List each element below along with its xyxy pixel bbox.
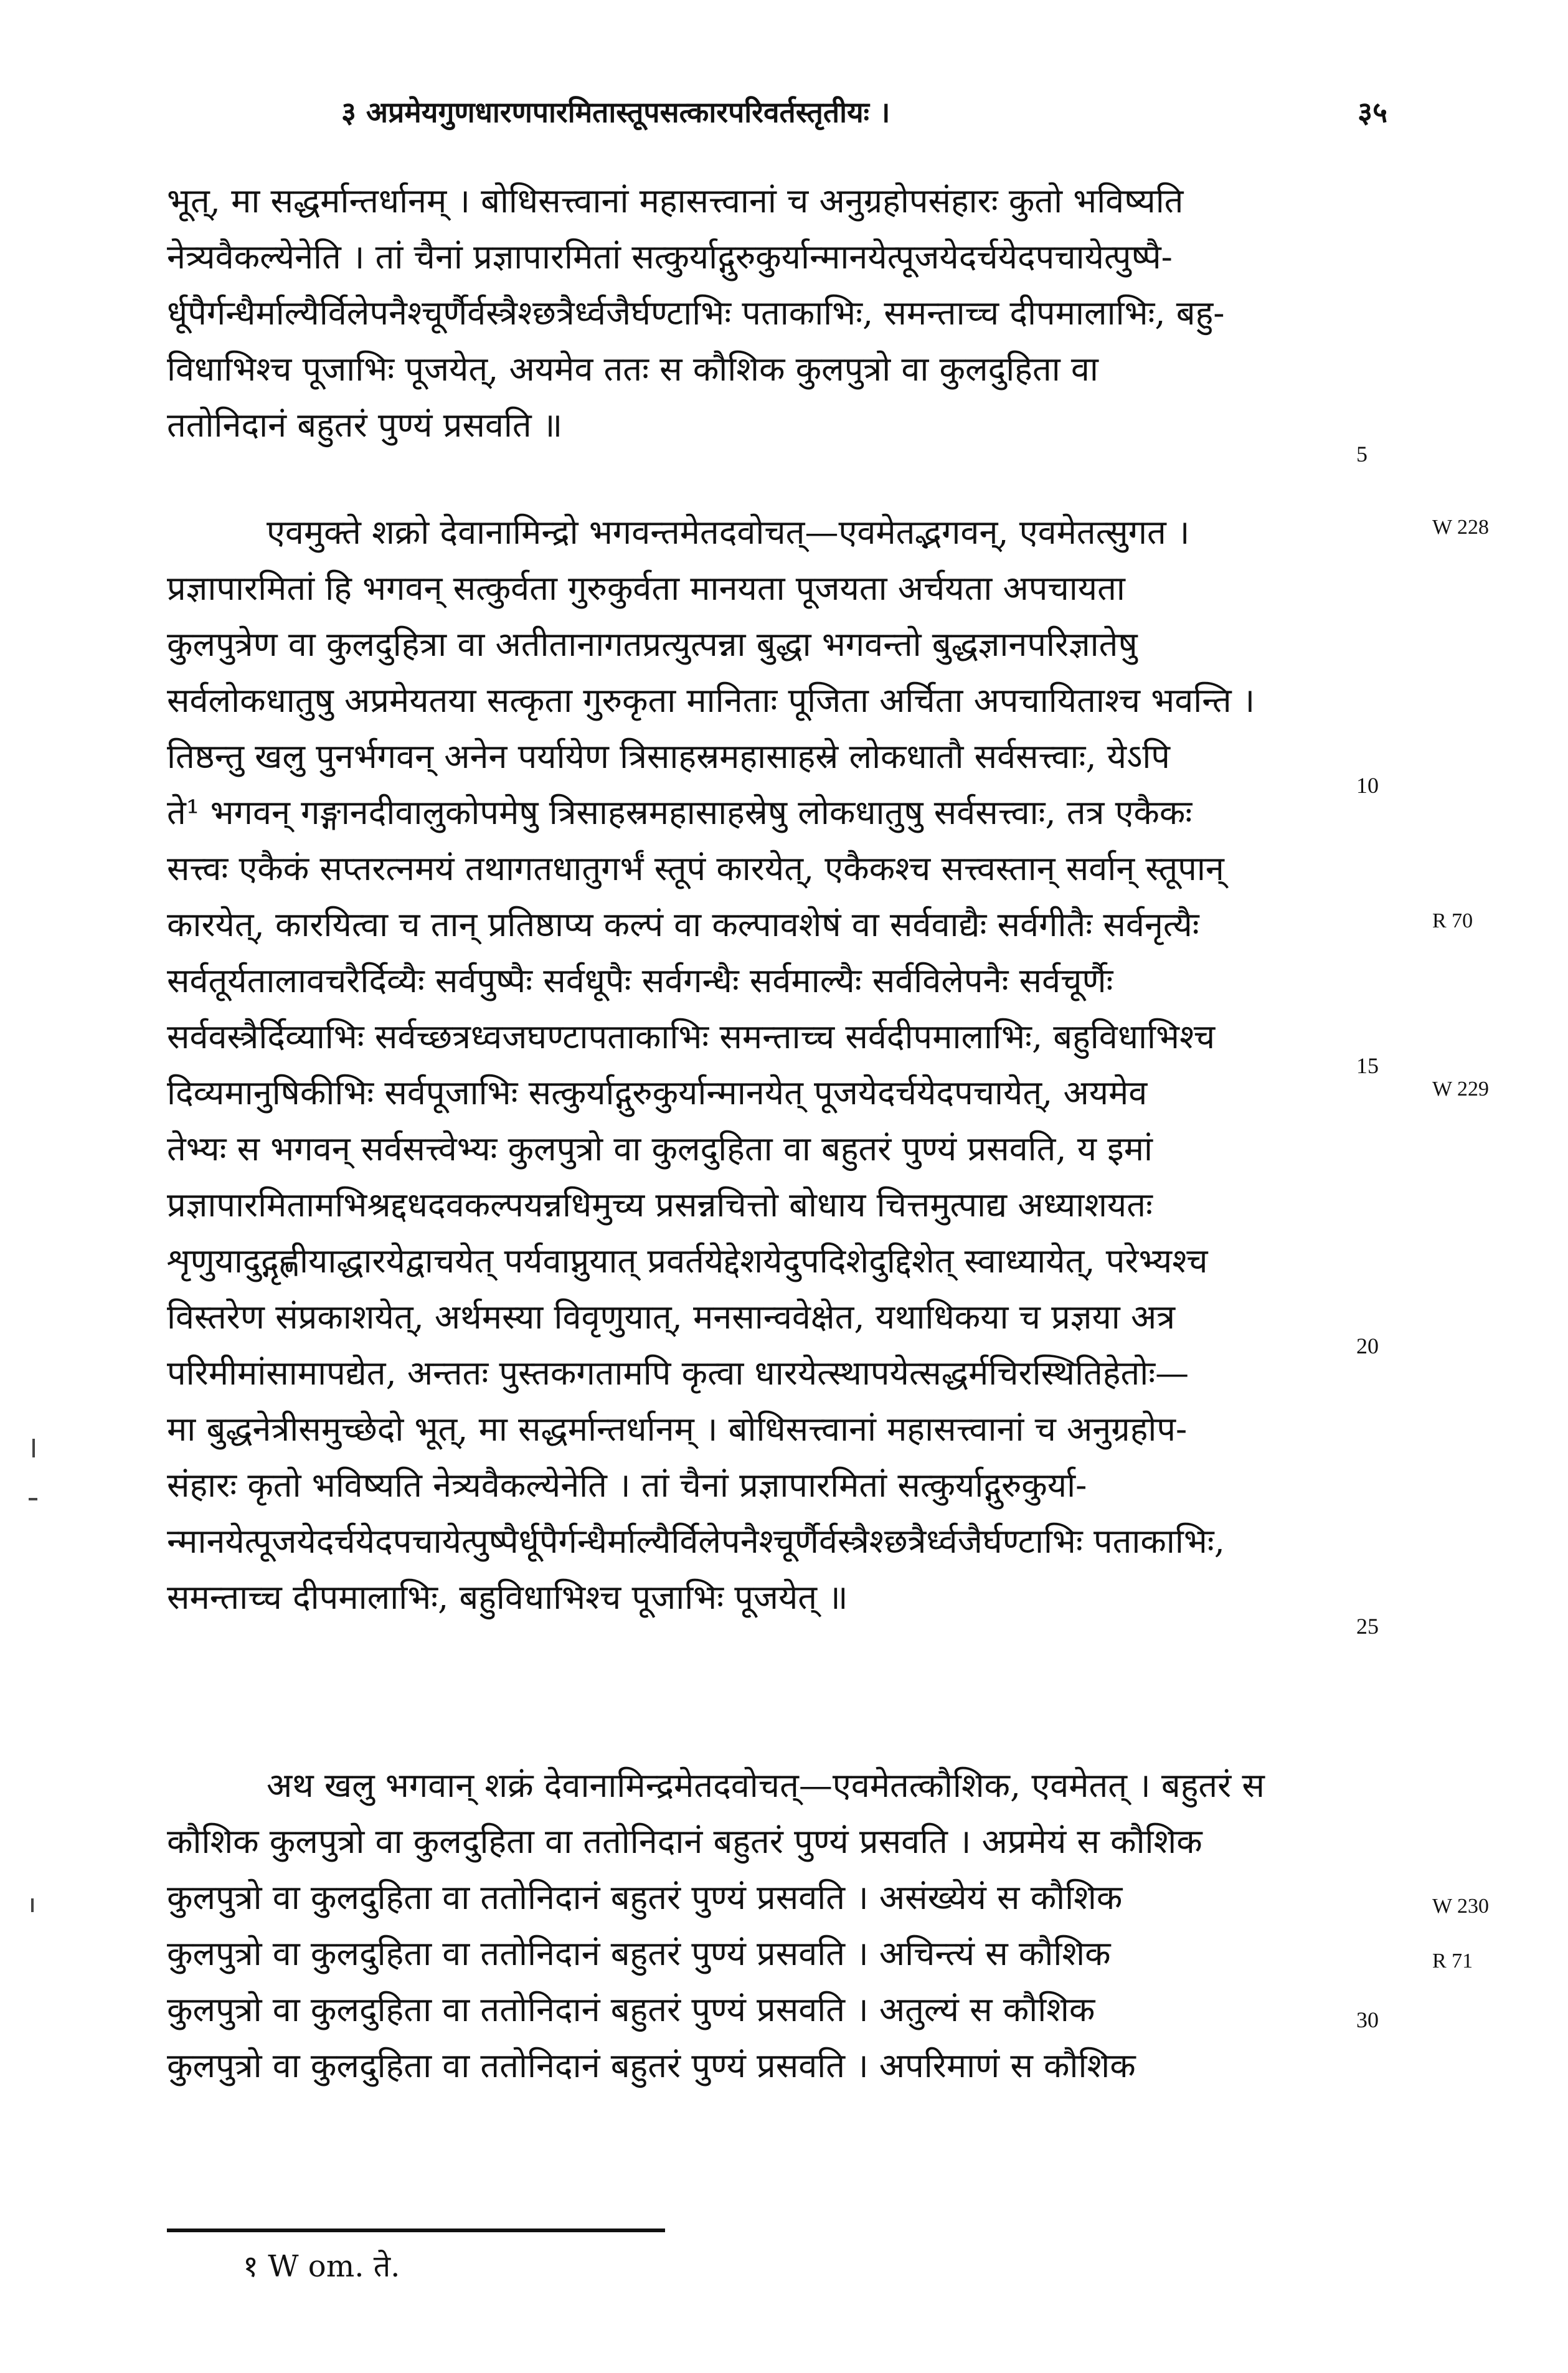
margin-reference: W 228 <box>1432 516 1489 539</box>
line-number: 15 <box>1356 1053 1379 1078</box>
chapter-title: ३ अप्रमेयगुणधारणपारमितास्तूपसत्कारपरिवर्तस्तृतीयः । <box>341 95 890 129</box>
line-number: 25 <box>1356 1614 1379 1639</box>
text-line: न्मानयेत्पूजयेदर्चयेदपचायेत्पुष्पैर्धूपैर्गन्धैर्माल्यैर्विलेपनैश्चूर्णैर्वस्त्रैश्छत्रैर्ध्वजैर्घण्टाभिः पताकाभिः, <box>167 1522 1225 1561</box>
scan-speck <box>31 1898 34 1912</box>
text-line: प्रज्ञापारमितां हि भगवन् सत्कुर्वता गुरुकुर्वता मानयता पूजयता अर्चयता अपचायता <box>167 569 1125 608</box>
text-line: र्धूपैर्गन्धैर्माल्यैर्विलेपनैश्चूर्णैर्वस्त्रैश्छत्रैर्ध्वजैर्घण्टाभिः पताकाभिः, समन्ताच्च दीपमालाभिः, बहु- <box>167 293 1225 333</box>
margin-reference: W 230 <box>1432 1895 1489 1918</box>
text-line: भूत्, मा सद्धर्मान्तर्धानम् । बोधिसत्त्वानां महासत्त्वानां च अनुग्रहोपसंहारः कुतो भविष्यति <box>167 181 1184 220</box>
text-line: कुलपुत्रो वा कुलदुहिता वा ततोनिदानं बहुतरं पुण्यं प्रसवति । असंख्येयं स कौशिक <box>167 1878 1123 1917</box>
text-line: कुलपुत्रो वा कुलदुहिता वा ततोनिदानं बहुतरं पुण्यं प्रसवति । अचिन्त्यं स कौशिक <box>167 1934 1111 1973</box>
text-line: ते¹ भगवन् गङ्गानदीवालुकोपमेषु त्रिसाहस्रमहासाहस्रेषु लोकधातुषु सर्वसत्त्वाः, तत्र एकैकः <box>167 793 1193 832</box>
footnote-rule <box>167 2229 665 2232</box>
margin-reference: R 71 <box>1432 1949 1473 1973</box>
scan-speck <box>29 1498 37 1500</box>
margin-reference: W 229 <box>1432 1078 1489 1101</box>
line-number: 10 <box>1356 773 1379 798</box>
line-number: 5 <box>1356 442 1367 467</box>
text-line: कारयेत्, कारयित्वा च तान् प्रतिष्ठाप्य कल्पं वा कल्पावशेषं वा सर्ववाद्यैः सर्वगीतैः सर्वनृत्यैः <box>167 905 1199 944</box>
text-line: विस्तरेण संप्रकाशयेत्, अर्थमस्या विवृणुयात्, मनसान्ववेक्षेत, यथाधिकया च प्रज्ञया अत्र <box>167 1297 1176 1337</box>
text-line: संहारः कृतो भविष्यति नेत्र्यवैकल्येनेति । तां चैनां प्रज्ञापारमितां सत्कुर्याद्गुरुकुर्या- <box>167 1466 1087 1505</box>
text-line: तिष्ठन्तु खलु पुनर्भगवन् अनेन पर्यायेण त्रिसाहस्रमहासाहस्रे लोकधातौ सर्वसत्त्वाः, येऽपि <box>167 737 1170 776</box>
text-line: नेत्र्यवैकल्येनेति । तां चैनां प्रज्ञापारमितां सत्कुर्याद्गुरुकुर्यान्मानयेत्पूजयेदर्चयेदपचायेत्पुष्पै- <box>167 237 1173 277</box>
text-line: एवमुक्ते शक्रो देवानामिन्द्रो भगवन्तमेतदवोचत्—एवमेतद्भगवन्, एवमेतत्सुगत । <box>267 513 1190 552</box>
page-number: ३५ <box>1358 95 1387 129</box>
text-line: मा बुद्धनेत्रीसमुच्छेदो भूत्, मा सद्धर्मान्तर्धानम् । बोधिसत्त्वानां महासत्त्वानां च अनुग्रहोप- <box>167 1409 1188 1449</box>
text-line: कुलपुत्रो वा कुलदुहिता वा ततोनिदानं बहुतरं पुण्यं प्रसवति । अतुल्यं स कौशिक <box>167 1990 1095 2029</box>
text-line: सर्वतूर्यतालावचरैर्दिव्यैः सर्वपुष्पैः सर्वधूपैः सर्वगन्धैः सर्वमाल्यैः सर्वविलेपनैः सर्वचूर्णैः <box>167 961 1113 1000</box>
line-number: 30 <box>1356 2007 1379 2032</box>
text-line: कौशिक कुलपुत्रो वा कुलदुहिता वा ततोनिदानं बहुतरं पुण्यं प्रसवति । अप्रमेयं स कौशिक <box>167 1822 1202 1861</box>
text-line: सर्वलोकधातुषु अप्रमेयतया सत्कृता गुरुकृता मानिताः पूजिता अर्चिता अपचायिताश्च भवन्ति । <box>167 681 1255 720</box>
text-line: कुलपुत्रेण वा कुलदुहित्रा वा अतीतानागतप्रत्युत्पन्ना बुद्धा भगवन्तो बुद्धज्ञानपरिज्ञातेषु <box>167 625 1138 664</box>
text-line: ततोनिदानं बहुतरं पुण्यं प्रसवति ॥ <box>167 405 563 445</box>
margin-reference: R 70 <box>1432 909 1473 932</box>
text-line: प्रज्ञापारमितामभिश्रद्दधदवकल्पयन्नधिमुच्य प्रसन्नचित्तो बोधाय चित्तमुत्पाद्य अध्याशयतः <box>167 1185 1153 1224</box>
text-line: विधाभिश्च पूजाभिः पूजयेत्, अयमेव ततः स कौशिक कुलपुत्रो वा कुलदुहिता वा <box>167 349 1098 389</box>
running-header <box>341 92 1387 136</box>
text-line: अथ खलु भगवान् शक्रं देवानामिन्द्रमेतदवोचत्—एवमेतत्कौशिक, एवमेतत् । बहुतरं स <box>267 1766 1265 1805</box>
text-line: सत्त्वः एकैकं सप्तरत्नमयं तथागतधातुगर्भं स्तूपं कारयेत्, एकैकश्च सत्त्वस्तान् सर्वान् स्तूपान् <box>167 849 1224 888</box>
text-line: परिमीमांसामापद्येत, अन्ततः पुस्तकगतामपि कृत्वा धारयेत्स्थापयेत्सद्धर्मचिरस्थितिहेतोः— <box>167 1353 1189 1393</box>
text-line: तेभ्यः स भगवन् सर्वसत्त्वेभ्यः कुलपुत्रो वा कुलदुहिता वा बहुतरं पुण्यं प्रसवति, य इमां <box>167 1129 1153 1168</box>
text-line: समन्ताच्च दीपमालाभिः, बहुविधाभिश्च पूजाभिः पूजयेत् ॥ <box>167 1578 848 1617</box>
footnote: १ W om. ते. <box>243 2249 400 2284</box>
text-line: सर्ववस्त्रैर्दिव्याभिः सर्वच्छत्रध्वजघण्टापताकाभिः समन्ताच्च सर्वदीपमालाभिः, बहुविधाभिश्च <box>167 1017 1216 1056</box>
line-number: 20 <box>1356 1333 1379 1358</box>
text-line: दिव्यमानुषिकीभिः सर्वपूजाभिः सत्कुर्याद्गुरुकुर्यान्मानयेत् पूजयेदर्चयेदपचायेत्, अयमेव <box>167 1073 1148 1112</box>
text-line: शृणुयादुद्गृह्णीयाद्धारयेद्वाचयेत् पर्यवाप्नुयात् प्रवर्तयेद्देशयेदुपदिशेदुद्दिशेत् स्वाध्यायेत्, परेभ्यश्च <box>167 1241 1208 1281</box>
text-line: कुलपुत्रो वा कुलदुहिता वा ततोनिदानं बहुतरं पुण्यं प्रसवति । अपरिमाणं स कौशिक <box>167 2046 1136 2085</box>
scan-speck <box>32 1439 35 1457</box>
